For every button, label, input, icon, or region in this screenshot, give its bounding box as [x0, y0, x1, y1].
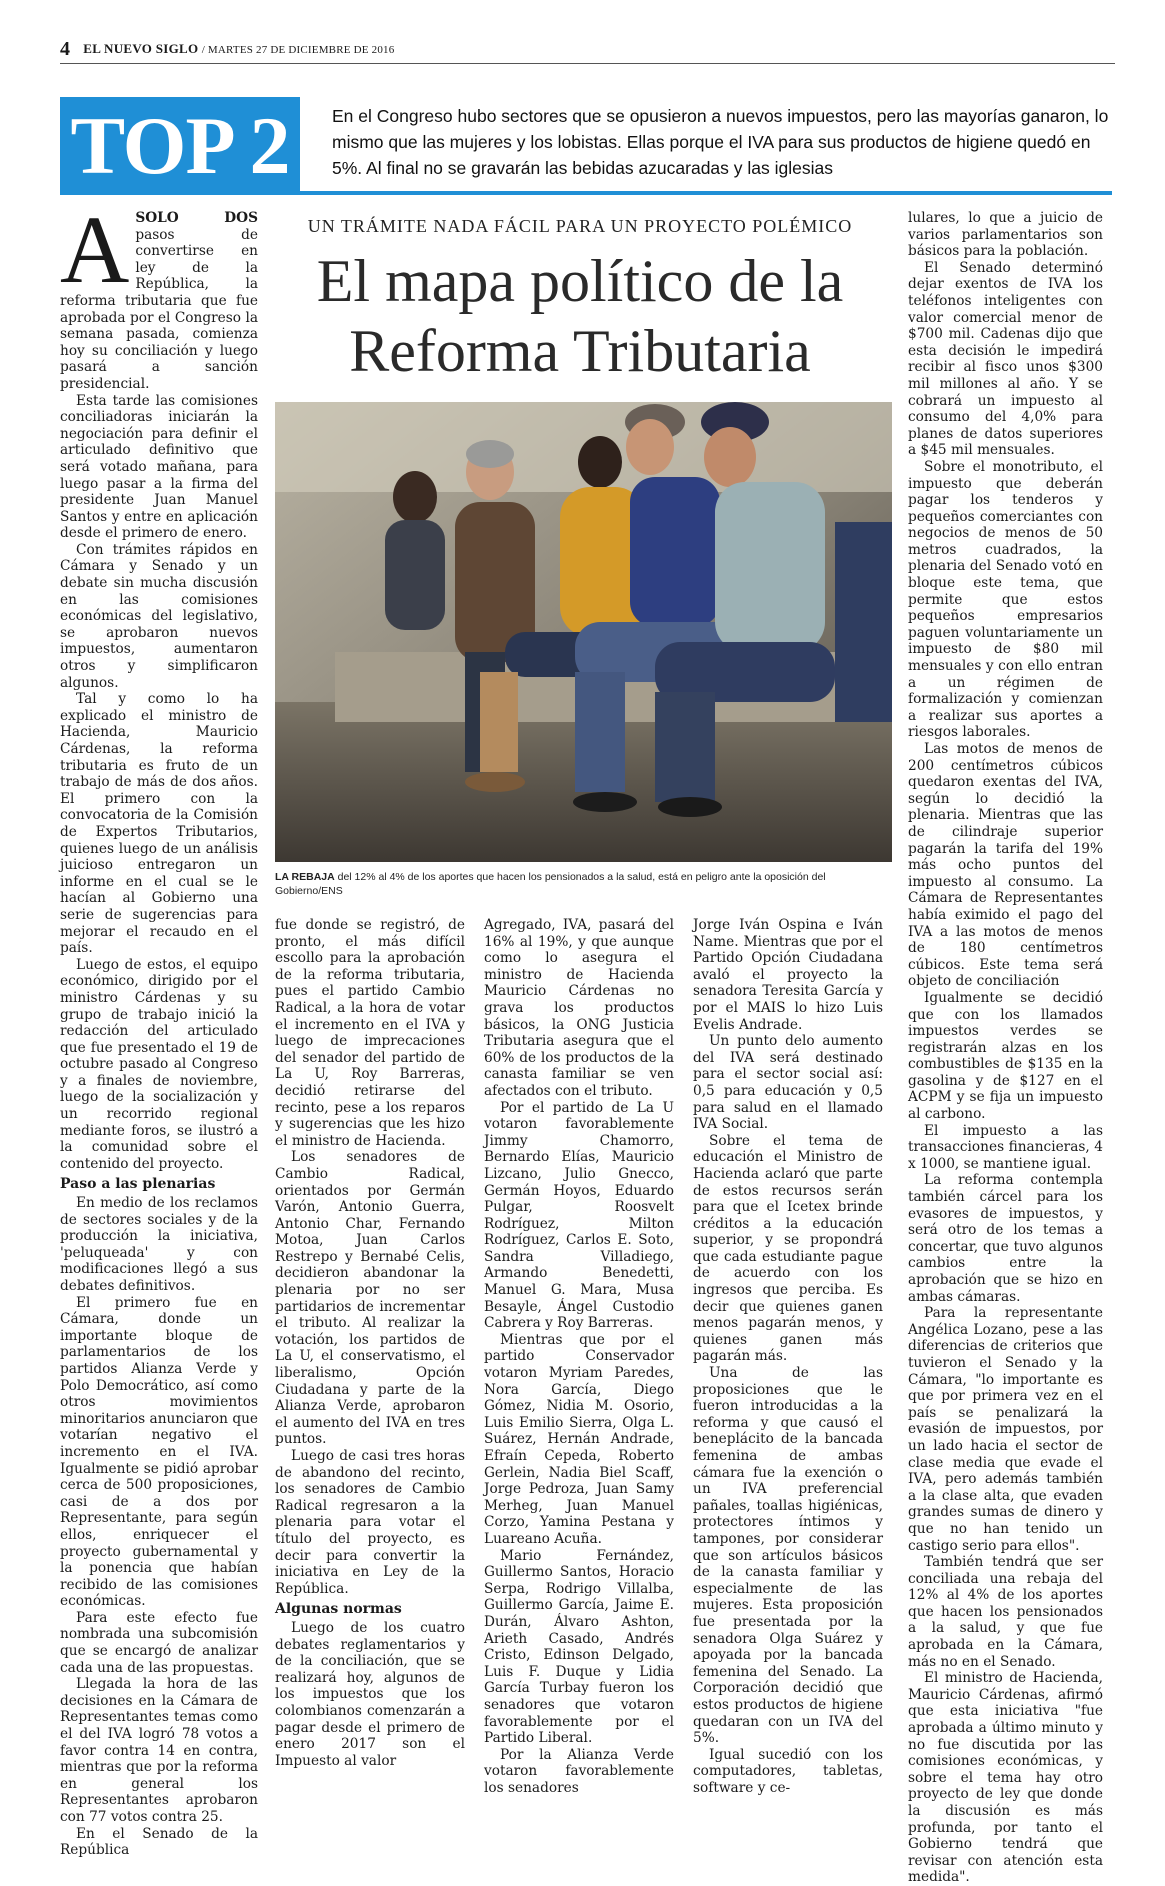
- lead-text: pasos de convertirse en ley de la República, la reforma tributaria que fue aprobada por el Congreso la semana pasada, comienza hoy su conciliación y luego pasará a sanción presidencial.: [60, 226, 258, 392]
- paragraph: Mario Fernández, Guillermo Santos, Horacio Serpa, Rodrigo Villalba, Guillermo García, Jaime E. Durán, Álvaro Ashton, Arieth Casado, Andrés Cristo, Edinson Delgado, Luis F. Duque y Lidia García Turbay fueron los senadores que votaron favorablemente por el Partido Liberal.: [484, 1547, 674, 1747]
- header-rule: [60, 63, 1115, 64]
- subhead: Algunas normas: [275, 1601, 402, 1618]
- lead-word: SOLO DOS: [135, 210, 258, 226]
- top-summary: En el Congreso hubo sectores que se opusieron a nuevos impuestos, pero las mayorías ganaron, lo mismo que las mujeres y los lobistas. Ellas porque el IVA para sus productos de higiene quedó en 5%. Al final no se gravarán las bebidas azucaradas y las iglesias: [332, 106, 1109, 178]
- lead-paragraph: [60, 196, 258, 393]
- paragraph: En el Senado de la República: [60, 1825, 258, 1859]
- paragraph: lulares, lo que a juicio de varios parlamentarios son básicos para la población.: [908, 210, 1103, 260]
- top-banner: [60, 97, 1112, 195]
- page-folio: [60, 38, 394, 61]
- paragraph: La reforma contempla también cárcel para los evasores de impuestos, y será otro de los temas a concertar, que tuvo algunos cambios entre la aprobación que se hizo en ambas cámaras.: [908, 1172, 1103, 1305]
- paragraph: El impuesto a las transacciones financieras, 4 x 1000, se mantiene igual.: [908, 1122, 1103, 1172]
- caption-text: del 12% al 4% de los aportes que hacen los pensionados a la salud, está en peligro ante la oposición del Gobierno/ENS: [275, 871, 826, 897]
- paragraph: Luego de los cuatro debates reglamentarios y de la conciliación, que se realizará hoy, algunos de los impuestos que los colombianos comenzarán a pagar desde el primero de enero 2017 son el Impuesto al valor: [275, 1619, 465, 1769]
- paragraph: Llegada la hora de las decisiones en la Cámara de Representantes temas como el del IVA logró 78 votos a favor contra 14 en contra, mientras que por la reforma en general los Representantes aprobaron con 77 votos contra 25.: [60, 1676, 258, 1825]
- kicker: UN TRÁMITE NADA FÁCIL PARA UN PROYECTO POLÉMICO: [307, 216, 853, 236]
- paragraph: Para la representante Angélica Lozano, pese a las diferencias de criterios que tuvieron el Senado y la Cámara, "lo importante es que por primera vez en el país se penalizará la evasión de impuestos, por un lado hacia el sector de clase media que evade el IVA, pero además también a la clase alta, que evaden grandes sumas de dinero y que no han tenido un castigo serio para ellos".: [908, 1305, 1103, 1554]
- subhead: Paso a las plenarias: [60, 1176, 216, 1193]
- paragraph: El primero fue en Cámara, donde un importante bloque de parlamentarios de los partidos Alianza Verde y Polo Democrático, así como otros movimientos minoritarios anunciaron que votarían negativo el incremento en el IVA. Igualmente se pidió aprobar cerca de 500 proposiciones, casi de a dos por Representante, para según ellos, enriquecer el proyecto gubernamental y la ponencia que habían recibido de las comisiones económicas.: [60, 1294, 258, 1610]
- paragraph: Para este efecto fue nombrada una subcomisión que se encargó de analizar cada una de las propuestas.: [60, 1609, 258, 1676]
- paragraph: Igual sucedió con los computadores, tabletas, software y ce-: [693, 1746, 883, 1796]
- paragraph: Los senadores de Cambio Radical, orientados por Germán Varón, Antonio Guerra, Antonio Char, Fernando Motoa, Juan Carlos Restrepo y Bernabé Celis, decidieron abandonar la plenaria por no ser partidarios de incrementar el tributo. Al realizar la votación, los partidos de La U, el conservatismo, el liberalismo, Opción Ciudadana y parte de la Alianza Verde, aprobaron el aumento del IVA en tres puntos.: [275, 1149, 465, 1448]
- paragraph: Sobre el monotributo, el impuesto que deberán pagar los tenderos y pequeños comerciantes con negocios de menos de 50 metros cuadrados, la plenaria del Senado votó en bloque este tema, que permite que estos pequeños empresarios paguen voluntariamente un impuesto de $80 mil mensuales y con ello entran a un régimen de formalización y comienzan a realizar sus aportes a riesgos laborales.: [908, 458, 1103, 741]
- people-on-bench-photo: [275, 402, 892, 862]
- paragraph: Sobre el tema de educación el Ministro de Hacienda aclaró que parte de estos recursos serán para que el Icetex brinde créditos a la educación superior, y se propondrá que cada estudiante pague de acuerdo con los ingresos que perciba. Es decir que quienes ganen menos pagarán menos, y quienes ganen más pagarán más.: [693, 1132, 883, 1365]
- top-label: TOP 2: [70, 100, 290, 191]
- column-2: [275, 917, 465, 1769]
- paragraph: El Senado determinó dejar exentos de IVA los teléfonos inteligentes con valor comercial menor de $700 mil. Cadenas dijo que esta decisión le impedirá recibir al fisco unos $300 mil millones al año. Y se cobrará un impuesto al consumo del 4,0% para planes de datos superiores a $45 mil mensuales.: [908, 259, 1103, 459]
- drop-cap: A: [60, 196, 130, 303]
- paragraph: Tal y como lo ha explicado el ministro de Hacienda, Mauricio Cárdenas, la reforma tributaria es fruto de un trabajo de más de dos años. El primero con la convocatoria de la Comisión de Expertos Tributarios, quienes luego de un análisis juicioso entregaron un informe en el cual se le hacían al Gobierno una serie de sugerencias para mejorar el recaudo en el país.: [60, 691, 258, 957]
- paragraph: Igualmente se decidió que con los llamados impuestos verdes se registrarán alzas en los combustibles de $135 en la gasolina y de $127 en el ACPM y se fija un impuesto al carbono.: [908, 989, 1103, 1123]
- column-5: [908, 210, 1103, 1886]
- paragraph: En medio de los reclamos de sectores sociales y de la producción la iniciativa, 'peluqueada' y con modificaciones llegó a sus debates definitivos.: [60, 1195, 258, 1294]
- paragraph: Luego de casi tres horas de abandono del recinto, los senadores de Cambio Radical regresaron a la plenaria para votar el título del proyecto, es decir para convertir la iniciativa en Ley de la República.: [275, 1448, 465, 1597]
- paragraph: Jorge Iván Ospina e Iván Name. Mientras que por el Partido Opción Ciudadana avaló el proyecto la senadora Teresita García y por el MAIS lo hizo Luis Evelis Andrade.: [693, 917, 883, 1033]
- newspaper-name: EL NUEVO SIGLO: [83, 41, 199, 56]
- paragraph: Por la Alianza Verde votaron favorablemente los senadores: [484, 1746, 674, 1796]
- paragraph: Con trámites rápidos en Cámara y Senado y un debate sin mucha discusión en las comisiones económicas del legislativo, se aprobaron nuevos impuestos, aumentaron otros y simplificaron algunos.: [60, 541, 258, 691]
- paragraph: También tendrá que ser conciliada una rebaja del 12% al 4% de los aportes que hacen los pensionados a la salud, y que fue aprobada en la Cámara, más no en el Senado.: [908, 1554, 1103, 1670]
- column-4: [693, 917, 883, 1796]
- paragraph: Las motos de menos de 200 centímetros cúbicos quedaron exentas del IVA, según lo decidió la plenaria. Mientras que las de cilindraje superior pagarán la tarifa del 19% más ocho puntos del impuesto al consumo. La Cámara de Representantes había eximido el pago del IVA a las motos de menos de 180 centímetros cúbicos. Este tema será objeto de conciliación: [908, 741, 1103, 990]
- paragraph: Un punto delo aumento del IVA será destinado para el sector social así: 0,5 para educación y 0,5 para salud en el llamado IVA Social.: [693, 1033, 883, 1133]
- photo-caption: [275, 870, 892, 898]
- top-banner-rule: [300, 191, 1112, 195]
- paragraph: Esta tarde las comisiones conciliadoras iniciarán la negociación para definir el articulado definitivo que será votado mañana, para luego pasar a la firma del presidente Juan Manuel Santos y entre en aplicación desde el primero de enero.: [60, 392, 258, 542]
- column-3: [484, 917, 674, 1796]
- paragraph: Luego de estos, el equipo económico, dirigido por el ministro Cárdenas y su grupo de trabajo inició la redacción del articulado que fue presentado el 19 de octubre pasado al Congreso y a finales de noviembre, luego de la socialización y un recorrido regional mediante foros, se ilustró a la comunidad sobre el contenido del proyecto.: [60, 956, 258, 1172]
- paragraph: fue donde se registró, de pronto, el más difícil escollo para la aprobación de la reforma tributaria, pues el partido Cambio Radical, a la hora de votar el incremento en el IVA y luego de imprecaciones del senador del partido de La U, Roy Barreras, decidió retirarse del recinto, pese a los reparos y sugerencias que les hizo el ministro de Hacienda.: [275, 917, 465, 1149]
- paragraph: Por el partido de La U votaron favorablemente Jimmy Chamorro, Bernardo Elías, Mauricio Lizcano, Julio Gnecco, Germán Hoyos, Eduardo Pulgar, Roosvelt Rodríguez, Milton Rodríguez, Carlos E. Soto, Sandra Villadiego, Armando Benedetti, Manuel G. Mara, Musa Besayle, Ángel Custodio Cabrera y Roy Barreras.: [484, 1099, 674, 1332]
- paragraph: Una de las proposiciones que le fueron introducidas a la reforma y que causó el beneplácito de la bancada femenina de ambas cámara fue la exención o un IVA preferencial pañales, toallas higiénicas, protectores íntimos y tampones, por considerar que son artículos básicos de la canasta familiar y especialmente de las mujeres. Esta proposición fue presentada por la senadora Olga Suárez y apoyada por la bancada femenina del Senado. La Corporación decidió que estos productos de higiene quedaran con un IVA del 5%.: [693, 1365, 883, 1747]
- headline: El mapa político de la Reforma Tributaria: [316, 248, 844, 384]
- paragraph: El ministro de Hacienda, Mauricio Cárdenas, afirmó que esta iniciativa "fue aprobada a último minuto y no fue discutida por las comisiones económicas, y sobre el tema hay otro proyecto de ley que donde la discusión es más profunda, por tanto el Gobierno tendrá que revisar con atención esta medida".: [908, 1670, 1103, 1886]
- top-label-box: [60, 97, 300, 195]
- page-number: 4: [60, 38, 70, 60]
- paragraph: Agregado, IVA, pasará del 16% al 19%, y que aunque como lo asegura el ministro de Hacienda Mauricio Cárdenas no grava los productos básicos, la ONG Justicia Tributaria asegura que el 60% de los productos de la canasta familiar se ven afectados con el tributo.: [484, 917, 674, 1099]
- paragraph: Mientras que por el partido Conservador votaron Myriam Paredes, Nora García, Diego Gómez, Nidia M. Osorio, Luis Emilio Sierra, Olga L. Suárez, Hernán Andrade, Efraín Cepeda, Roberto Gerlein, Nadia Biel Scaff, Jorge Pedroza, Juan Samy Merheg, Juan Manuel Corzo, Yamina Pestana y Luareano Acuña.: [484, 1331, 674, 1547]
- issue-date: / MARTES 27 DE DICIEMBRE DE 2016: [201, 44, 395, 56]
- caption-lead: LA REBAJA: [275, 871, 335, 883]
- article-photo: [275, 402, 892, 862]
- column-1: [60, 196, 258, 1859]
